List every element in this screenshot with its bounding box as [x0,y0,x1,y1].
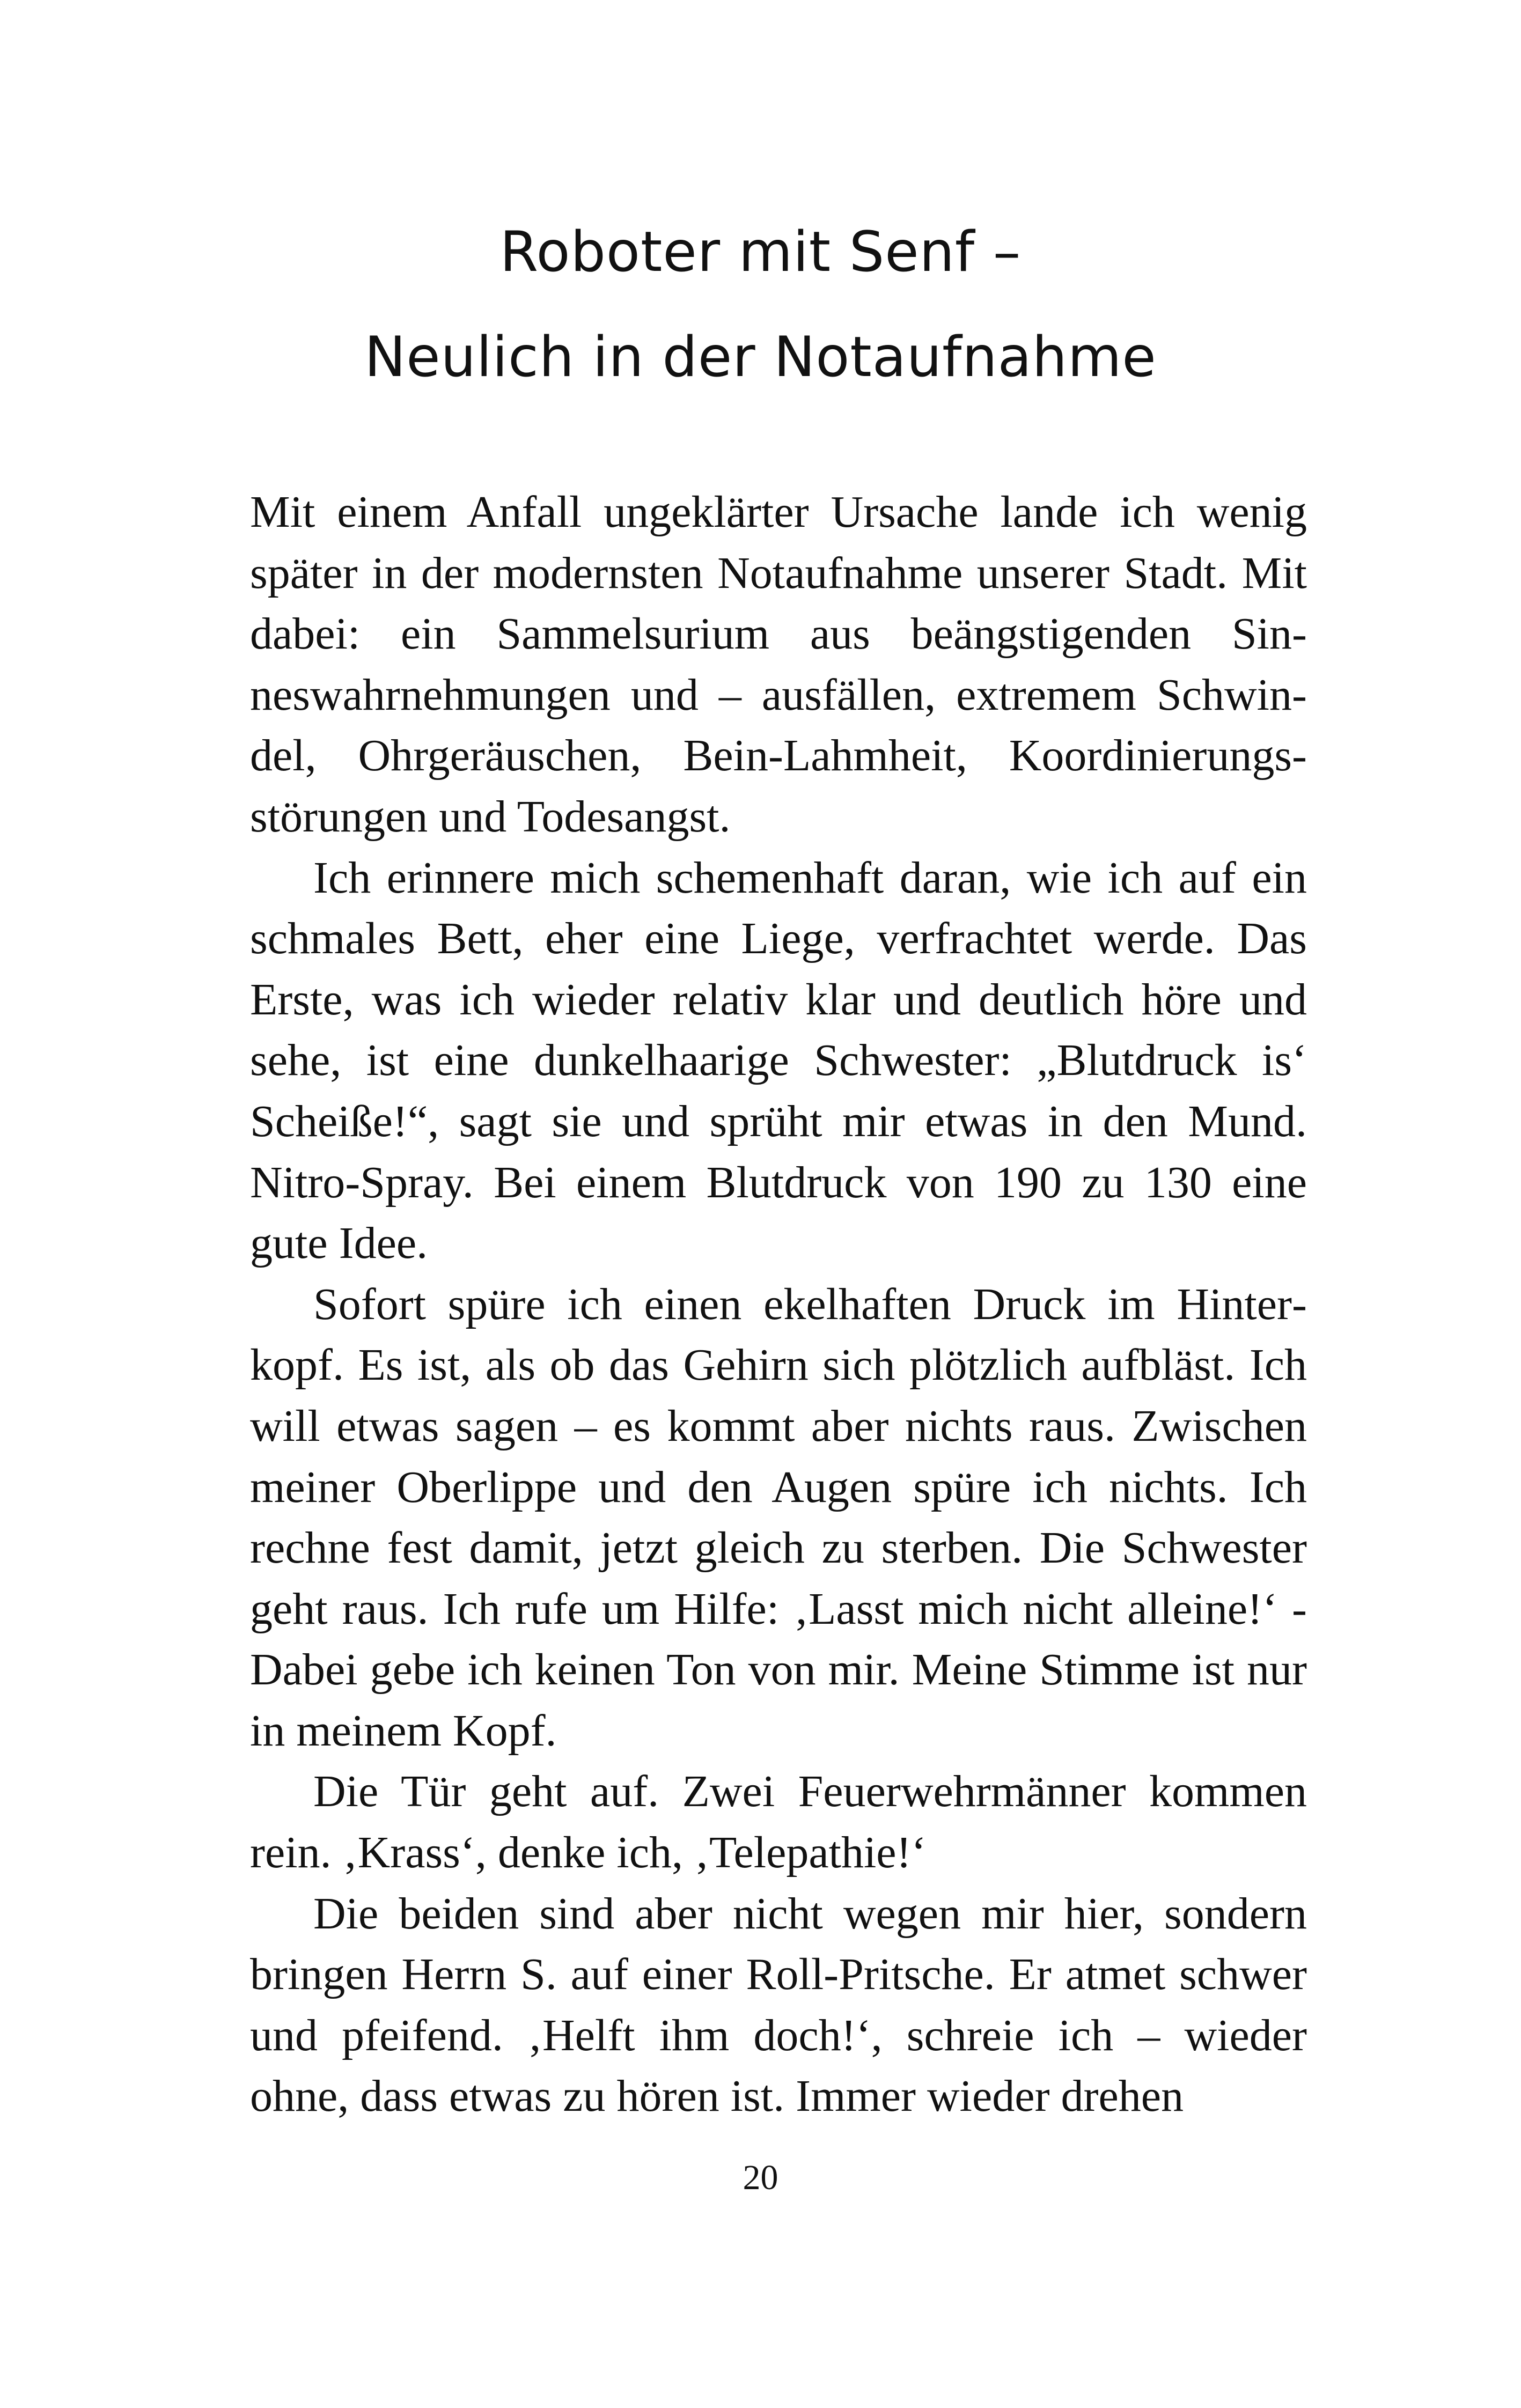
paragraph-4: Die Tür geht auf. Zwei Feuerwehrmänner kommen rein. ‚Krass‘, denke ich, ‚Telepathie!‘ [250,1766,1307,1878]
body-text [250,482,1307,2127]
chapter-title [0,200,1521,410]
paragraph-5: Die beiden sind aber nicht wegen mir hier, sondern bringen Herrn S. auf einer Roll-Pritsche. Er atmet schwer und pfeifend. ‚Helft ihm doch!‘, schreie ich – wieder ohne, dass etwas zu hören ist. Immer wieder drehen [250,1888,1307,2122]
chapter-title-line-1: Roboter mit Senf – [499,220,1022,284]
paragraph-3: Sofort spüre ich einen ekelhaften Druck im Hinterkopf. Es ist, als ob das Gehirn sich plötzlich aufbläst. Ich will etwas sagen – es kommt aber nichts raus. Zwischen meiner Oberlippe und den Augen spüre ich nichts. Ich rechne fest damit, jetzt gleich zu sterben. Die Schwester geht raus. Ich rufe um Hilfe: ‚Lasst mich nicht alleine!‘ - Dabei gebe ich keinen Ton von mir. Meine Stimme ist nur in meinem Kopf. [250,1279,1307,1756]
chapter-title-line-2: Neulich in der Notaufnahme [364,325,1157,389]
paragraph-2: Ich erinnere mich schemenhaft daran, wie ich auf ein schmales Bett, eher eine Liege, verfrachtet werde. Das Erste, was ich wieder relativ klar und deutlich höre und sehe, ist eine dunkelhaarige Schwester: „Blutdruck is‘ Scheiße!“, sagt sie und sprüht mir etwas in den Mund. Nitro-Spray. Bei einem Blutdruck von 190 zu 130 eine gute Idee. [250,852,1307,1269]
page-number: 20 [743,2158,778,2197]
paragraph-1: Mit einem Anfall ungeklärter Ursache lande ich wenig später in der modernsten Notaufnahme unserer Stadt. Mit dabei: ein Sammelsurium aus beängstigenden Sinneswahrnehmungen und – ausfällen, extremem Schwindel, Ohrgeräuschen, Bein-Lahmheit, Koordinierungsstörungen und Todesangst. [250,487,1307,842]
